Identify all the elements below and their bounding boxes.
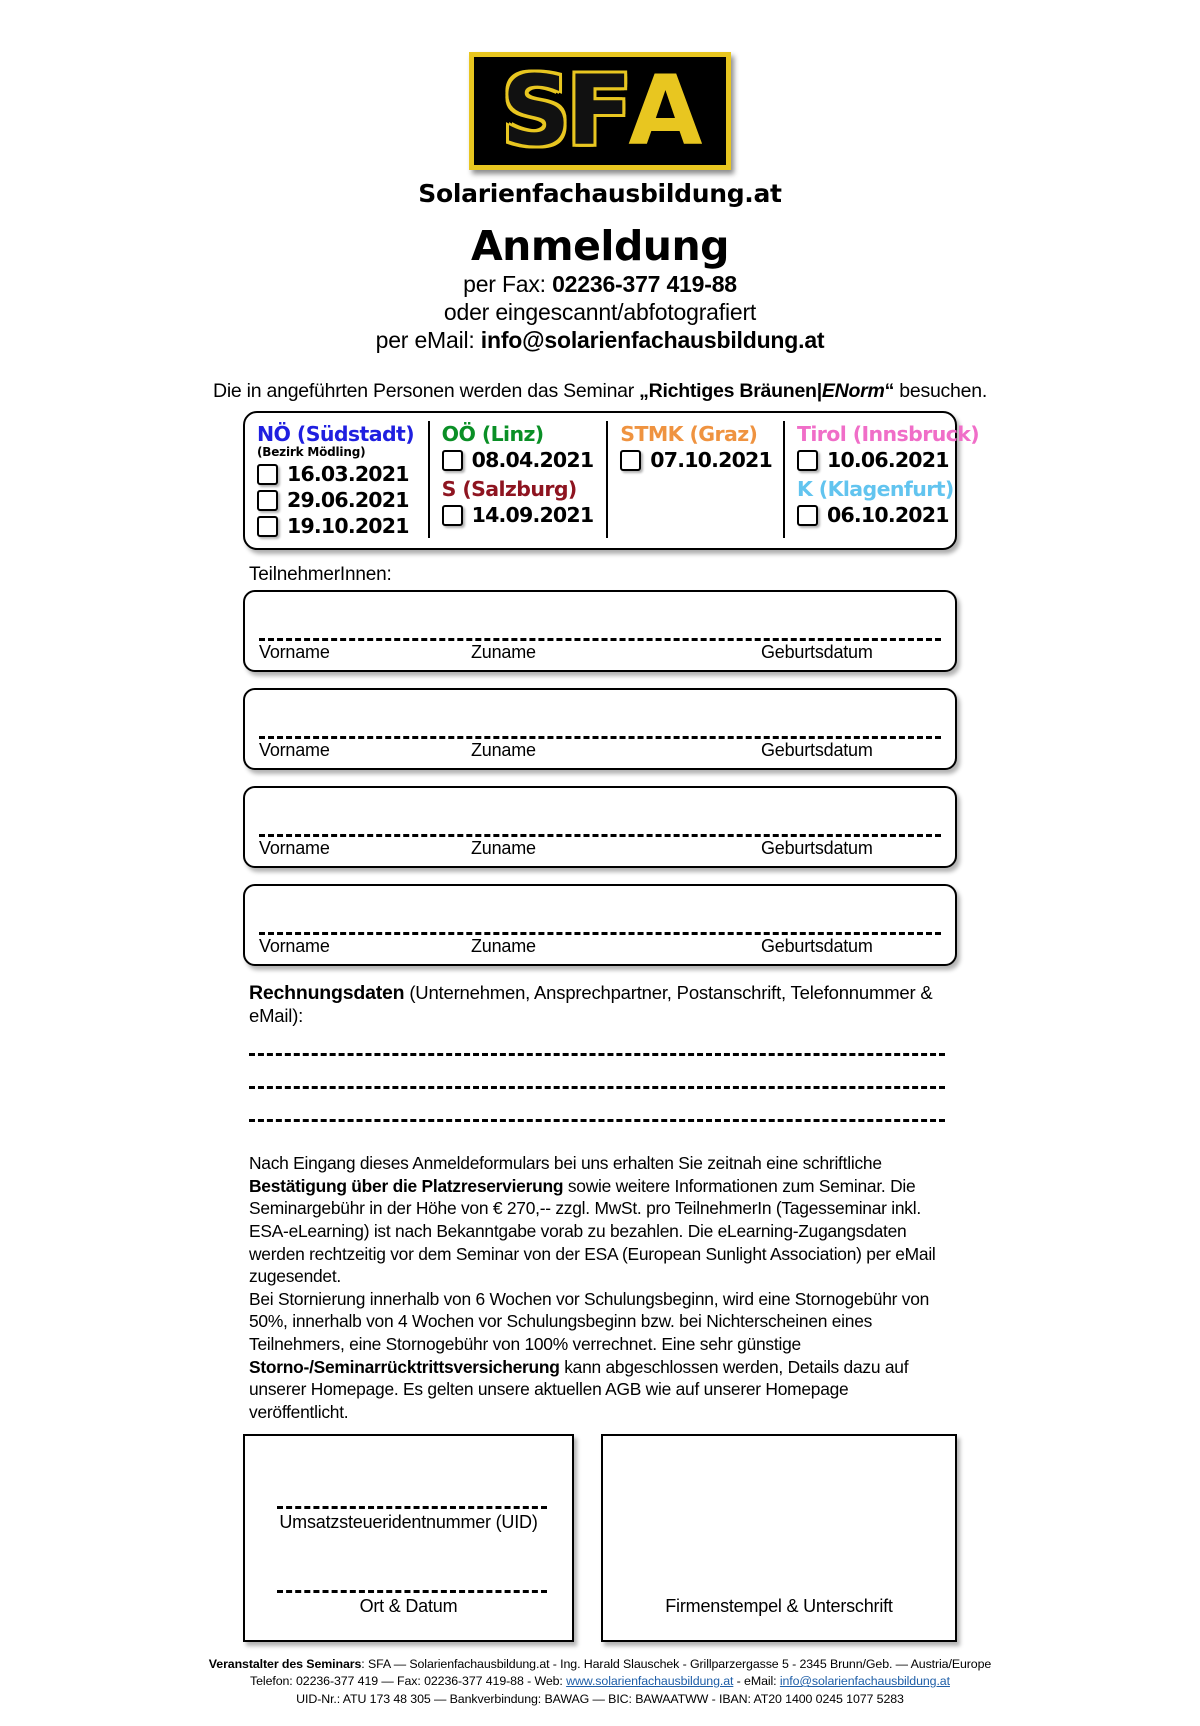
date-label: 14.09.2021	[471, 503, 594, 528]
region-label-klagenfurt: K (Klagenfurt)	[796, 477, 954, 502]
checkbox-icon[interactable]	[797, 450, 818, 471]
company-stamp-box[interactable]	[601, 1434, 957, 1642]
label-geburtsdatum: Geburtsdatum	[761, 838, 873, 859]
region-label-noe: NÖ (Südstadt)	[257, 422, 415, 447]
participant-row-4[interactable]	[243, 884, 957, 966]
label-zuname: Zuname	[471, 642, 536, 663]
checkbox-icon[interactable]	[620, 450, 641, 471]
date-label: 10.06.2021	[826, 448, 949, 473]
participant-row-2[interactable]	[243, 688, 957, 770]
terms-p2-highlight: Storno-/Seminarrücktrittsversicherung	[249, 1356, 560, 1377]
scan-line: oder eingescannt/abfotografiert	[443, 299, 757, 326]
write-line	[259, 736, 941, 739]
uid-and-date-box[interactable]	[243, 1434, 574, 1642]
label-vorname: Vorname	[259, 838, 330, 859]
billing-input-lines[interactable]	[243, 1053, 957, 1122]
date-option-tirol-1[interactable]	[797, 448, 949, 472]
billing-heading-bold: Rechnungsdaten	[249, 982, 405, 1005]
date-column-stmk	[608, 421, 785, 538]
logo-letter-s: S	[501, 55, 567, 167]
footer-organizer-details: : SFA — Solarienfachausbildung.at - Ing. Harald Slauschek - Grillparzergasse 5 - 2345 Brunn/Geb. — Austria/Europe	[361, 1656, 992, 1671]
terms-p1-c: sowie weitere Informationen zum Seminar. Die Seminargebühr in der Höhe von € 270,-- zzgl. MwSt. pro TeilnehmerIn (Tagesseminar inkl. ESA-eLearning) ist nach Bekanntgabe vorab zu bezahlen. Die eLearning-Zugangsdaten werden rechtzeitig vor dem Seminar von der ESA (European Sunlight Association) per eMail zugesendet.	[249, 1175, 936, 1287]
checkbox-icon[interactable]	[257, 464, 278, 485]
seminar-quote-close: “	[884, 380, 895, 403]
participants-section-label: TeilnehmerInnen:	[249, 564, 392, 586]
footer-line-2	[0, 1673, 1200, 1691]
fax-line	[0, 270, 1200, 298]
uid-write-line	[277, 1506, 547, 1509]
date-label: 06.10.2021	[826, 503, 949, 528]
billing-section-heading	[249, 982, 957, 1027]
label-vorname: Vorname	[259, 642, 330, 663]
footer-line-3: UID-Nr.: ATU 173 48 305 — Bankverbindung: BAWAG — BIC: BAWAATWW - IBAN: AT20 1400 0245 1077 5283	[296, 1691, 904, 1706]
footer-email-link[interactable]: info@solarienfachausbildung.at	[779, 1674, 950, 1689]
date-label: 16.03.2021	[287, 462, 409, 487]
place-date-write-line	[277, 1590, 547, 1593]
label-geburtsdatum: Geburtsdatum	[761, 740, 873, 761]
participant-row-1[interactable]	[243, 590, 957, 672]
footer-website-link[interactable]: www.solarienfachausbildung.at	[566, 1674, 734, 1689]
terms-p1-a: Nach Eingang dieses Anmeldeformulars bei uns erhalten Sie zeitnah eine schriftliche	[249, 1153, 882, 1174]
logo-caption: Solarienfachausbildung.at	[418, 179, 782, 208]
date-option-klagenfurt-1[interactable]	[797, 503, 949, 527]
logo-letter-a: A	[628, 55, 699, 167]
date-column-ooe-salzburg	[430, 421, 609, 538]
seminar-statement	[0, 380, 1200, 403]
billing-line-2[interactable]	[249, 1086, 945, 1089]
label-zuname: Zuname	[471, 838, 536, 859]
write-line	[259, 932, 941, 935]
uid-label: Umsatzsteueridentnummer (UID)	[279, 1511, 538, 1532]
terms-and-conditions	[249, 1152, 951, 1424]
write-line	[259, 638, 941, 641]
sfa-logo	[469, 52, 731, 170]
terms-paragraph-2	[249, 1288, 951, 1424]
participant-field-labels	[259, 838, 945, 859]
region-label-tirol: Tirol (Innsbruck)	[796, 422, 980, 447]
seminar-name-norm: ENorm	[821, 380, 885, 403]
logo-header	[0, 0, 1200, 208]
logo-letters	[474, 57, 726, 165]
email-line	[0, 326, 1200, 354]
date-label: 08.04.2021	[471, 448, 594, 473]
date-option-noe-1[interactable]	[257, 462, 422, 486]
date-label: 07.10.2021	[650, 448, 772, 473]
seminar-outro: besuchen.	[894, 380, 988, 403]
checkbox-icon[interactable]	[442, 505, 463, 526]
write-line	[259, 834, 941, 837]
participant-field-labels	[259, 642, 945, 663]
label-zuname: Zuname	[471, 936, 536, 957]
billing-line-1[interactable]	[249, 1053, 945, 1056]
label-zuname: Zuname	[471, 740, 536, 761]
checkbox-icon[interactable]	[257, 490, 278, 511]
footer-email-label: - eMail:	[733, 1674, 780, 1689]
email-label: per eMail:	[375, 327, 481, 354]
participant-field-labels	[259, 740, 945, 761]
document-footer	[0, 1656, 1200, 1726]
date-option-stmk-1[interactable]	[620, 448, 777, 472]
signature-section	[243, 1434, 957, 1642]
terms-p2-c: kann abgeschlossen werden, Details dazu auf unserer Homepage. Es gelten unsere aktuellen AGB wie auf unserer Homepage veröffentlicht.	[249, 1356, 909, 1422]
footer-phone-fax: Telefon: 02236-377 419 — Fax: 02236-377 419-88 - Web:	[250, 1674, 567, 1689]
fax-label: per Fax:	[463, 271, 553, 297]
date-label: 19.10.2021	[287, 514, 409, 539]
label-vorname: Vorname	[259, 740, 330, 761]
billing-heading-rest: (Unternehmen, Ansprechpartner, Postanschrift, Telefonnummer & eMail):	[249, 982, 933, 1027]
checkbox-icon[interactable]	[797, 505, 818, 526]
date-option-noe-3[interactable]	[257, 514, 422, 538]
date-column-tirol-klagenfurt	[785, 421, 980, 538]
logo-letter-f: F	[566, 55, 629, 167]
email-address: info@solarienfachausbildung.at	[480, 327, 825, 354]
participant-row-3[interactable]	[243, 786, 957, 868]
date-option-salzburg-1[interactable]	[442, 503, 601, 527]
seminar-name: Richtiges Bräunen|	[648, 380, 822, 403]
footer-organizer-label: Veranstalter des Seminars	[208, 1656, 362, 1671]
place-date-label: Ort & Datum	[359, 1595, 458, 1616]
region-sublabel-noe: (Bezirk Mödling)	[257, 445, 366, 460]
stamp-signature-label: Firmenstempel & Unterschrift	[665, 1595, 893, 1616]
region-label-stmk: STMK (Graz)	[620, 422, 758, 447]
seminar-quote-open: „	[639, 380, 649, 403]
footer-line-1	[0, 1656, 1200, 1674]
terms-p2-a: Bei Stornierung innerhalb von 6 Wochen vor Schulungsbeginn, wird eine Stornogebühr von 50%, innerhalb von 4 Wochen vor Schulungsbeginn bzw. bei Nichterscheinen eines Teilnehmers, eine Stornogebühr von 100% verrechnet. Eine sehr günstige	[249, 1288, 930, 1355]
billing-line-3[interactable]	[249, 1119, 945, 1122]
region-label-salzburg: S (Salzburg)	[441, 477, 577, 502]
label-geburtsdatum: Geburtsdatum	[761, 642, 873, 663]
fax-number: 02236-377 419-88	[552, 271, 737, 297]
date-column-noe	[245, 421, 430, 538]
label-geburtsdatum: Geburtsdatum	[761, 936, 873, 957]
terms-paragraph-1	[249, 1152, 951, 1288]
page-title: Anmeldung	[470, 222, 730, 270]
participant-field-labels	[259, 936, 945, 957]
seminar-intro: Die in angeführten Personen werden das Seminar	[212, 380, 640, 403]
region-label-ooe: OÖ (Linz)	[441, 422, 544, 447]
terms-p1-highlight: Bestätigung über die Platzreservierung	[249, 1175, 564, 1196]
label-vorname: Vorname	[259, 936, 330, 957]
date-label: 29.06.2021	[287, 488, 409, 513]
date-option-noe-2[interactable]	[257, 488, 422, 512]
checkbox-icon[interactable]	[442, 450, 463, 471]
seminar-date-selection	[243, 411, 980, 550]
checkbox-icon[interactable]	[257, 516, 278, 537]
date-option-ooe-1[interactable]	[442, 448, 601, 472]
